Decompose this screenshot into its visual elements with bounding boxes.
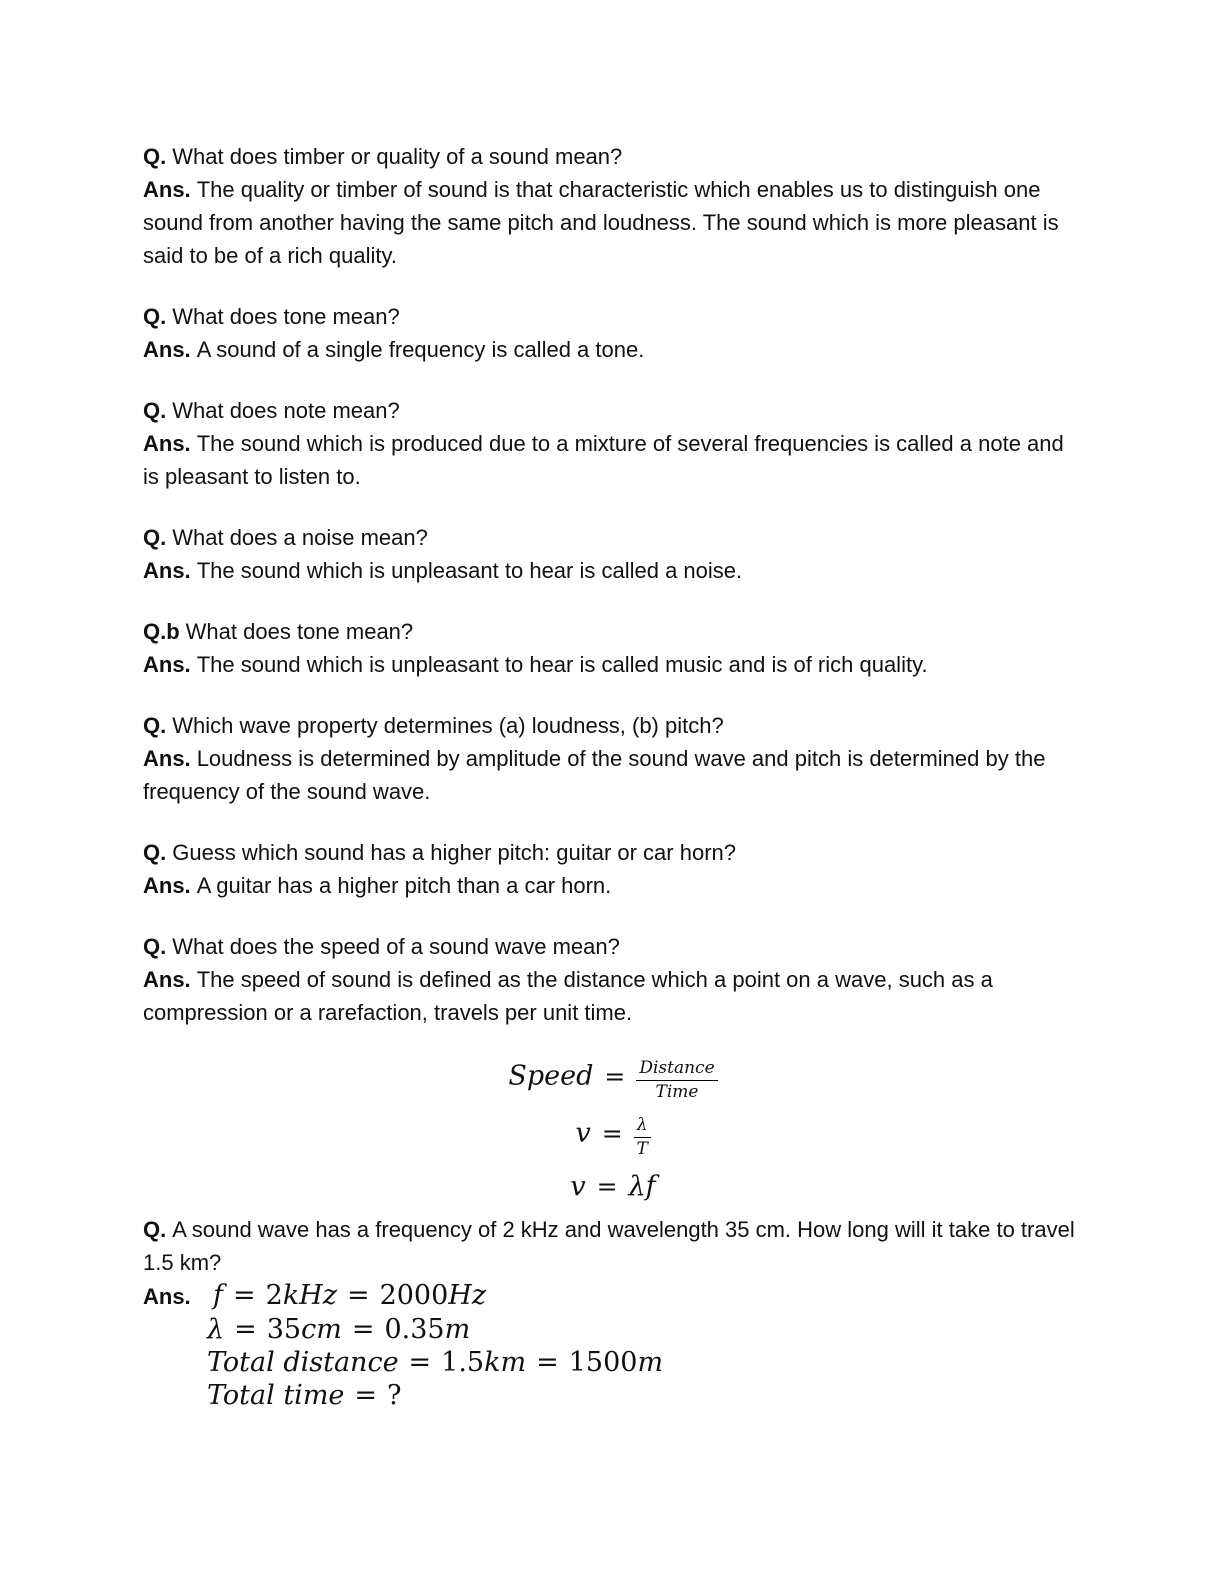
- qa-block: [143, 615, 1083, 681]
- equals-sign: =: [346, 1280, 370, 1312]
- answer-line: [143, 554, 1083, 587]
- formula-v-lambda-over-T: [143, 1114, 1083, 1160]
- formula-lhs: Speed: [508, 1060, 594, 1092]
- equals-sign: =: [354, 1380, 378, 1412]
- question-label: Q.: [143, 525, 167, 550]
- fraction-denominator: T: [636, 1139, 648, 1160]
- question-line: [143, 1213, 1083, 1279]
- math-variable: Total time: [207, 1380, 345, 1412]
- question-label: Q.: [143, 934, 167, 959]
- math-line-total-time: [207, 1379, 1083, 1412]
- math-unit: cm: [301, 1314, 342, 1346]
- question-line: [143, 300, 1083, 333]
- qa-block: [143, 140, 1083, 272]
- fraction-numerator: λ: [634, 1114, 651, 1138]
- equals-sign: =: [536, 1347, 559, 1379]
- question-label: Q.: [143, 1217, 167, 1243]
- question-text: Which wave property determines (a) loudness, (b) pitch?: [172, 713, 724, 738]
- formula-rhs: λf: [628, 1171, 656, 1203]
- fraction-distance-over-time: [636, 1057, 717, 1103]
- answer-label: Ans.: [143, 652, 191, 677]
- formula-lhs: v: [570, 1171, 586, 1203]
- answer-line: [143, 173, 1083, 272]
- fraction-lambda-over-T: [634, 1114, 651, 1160]
- qa-block: [143, 521, 1083, 587]
- question-text: A sound wave has a frequency of 2 kHz and wavelength 35 cm. How long will it take to travel 1.5 km?: [143, 1217, 1075, 1276]
- math-number: 2: [265, 1280, 283, 1312]
- question-line: [143, 709, 1083, 742]
- equals-sign: =: [233, 1280, 256, 1312]
- answer-text: A sound of a single frequency is called a tone.: [196, 337, 645, 362]
- equals-sign: =: [408, 1347, 432, 1379]
- question-text: What does the speed of a sound wave mean?: [172, 934, 620, 959]
- math-unit: m: [637, 1347, 664, 1379]
- equals-sign: =: [604, 1061, 626, 1091]
- formula-v-lambda-f: [143, 1171, 1083, 1202]
- qa-block: [143, 300, 1083, 366]
- qa-block: [143, 709, 1083, 808]
- answer-line: [143, 869, 1083, 902]
- answer-line: [143, 963, 1083, 1029]
- math-line-total-distance: [207, 1346, 1083, 1379]
- answer-text: A guitar has a higher pitch than a car horn.: [196, 873, 612, 898]
- math-variable: f: [213, 1280, 223, 1312]
- qa-block-final: [143, 1213, 1083, 1279]
- answer-line: [143, 742, 1083, 808]
- answer-label: Ans.: [143, 1284, 191, 1310]
- question-line: [143, 394, 1083, 427]
- answer-label: Ans.: [143, 177, 191, 202]
- question-label: Q.: [143, 840, 167, 865]
- answer-label: Ans.: [143, 431, 191, 456]
- math-line-frequency: [143, 1279, 1083, 1313]
- answer-label: Ans.: [143, 746, 191, 771]
- answer-label: Ans.: [143, 967, 191, 992]
- answer-text: The sound which is produced due to a mixture of several frequencies is called a note and is pleasant to listen to.: [143, 431, 1064, 489]
- question-text: What does tone mean?: [185, 619, 414, 644]
- equals-sign: =: [601, 1118, 623, 1148]
- question-line: [143, 836, 1083, 869]
- qa-block: [143, 930, 1083, 1029]
- question-text: Guess which sound has a higher pitch: guitar or car horn?: [172, 840, 736, 865]
- question-text: What does note mean?: [172, 398, 400, 423]
- formula-block: [143, 1057, 1083, 1202]
- answer-line: [143, 648, 1083, 681]
- final-answer-work: [143, 1279, 1083, 1412]
- document-page: [143, 0, 1083, 1412]
- math-unit: Hz: [448, 1280, 487, 1312]
- answer-text: The sound which is unpleasant to hear is called a noise.: [196, 558, 743, 583]
- question-label: Q.: [143, 144, 167, 169]
- qa-block: [143, 836, 1083, 902]
- answer-label: Ans.: [143, 558, 191, 583]
- formula-lhs: v: [575, 1117, 591, 1149]
- question-line: [143, 930, 1083, 963]
- answer-text: The sound which is unpleasant to hear is called music and is of rich quality.: [196, 652, 928, 677]
- question-line: [143, 521, 1083, 554]
- answer-line: [143, 333, 1083, 366]
- math-variable: Total distance: [207, 1347, 399, 1379]
- math-unit: kHz: [282, 1280, 337, 1312]
- question-line: [143, 140, 1083, 173]
- math-number: 35: [266, 1314, 302, 1346]
- math-number: 1500: [568, 1347, 638, 1379]
- equals-sign: =: [234, 1314, 257, 1346]
- question-line: [143, 615, 1083, 648]
- question-text: What does tone mean?: [172, 304, 400, 329]
- math-number: 0.35: [384, 1314, 445, 1346]
- answer-label: Ans.: [143, 337, 191, 362]
- question-text: What does a noise mean?: [172, 525, 428, 550]
- answer-text: Loudness is determined by amplitude of the sound wave and pitch is determined by the frequency of the sound wave.: [143, 746, 1046, 804]
- answer-label: Ans.: [143, 873, 191, 898]
- qa-block: [143, 394, 1083, 493]
- math-number: 1.5: [441, 1347, 485, 1379]
- fraction-numerator: Distance: [636, 1057, 717, 1081]
- math-unit: m: [444, 1314, 471, 1346]
- question-label: Q.: [143, 398, 167, 423]
- equals-sign: =: [351, 1314, 375, 1346]
- question-label: Q.b: [143, 619, 180, 644]
- math-line-wavelength: [207, 1313, 1083, 1346]
- question-text: What does timber or quality of a sound mean?: [172, 144, 623, 169]
- math-number: ?: [387, 1380, 402, 1412]
- math-unit: km: [484, 1347, 527, 1379]
- answer-text: The quality or timber of sound is that characteristic which enables us to distinguish one sound from another having the same pitch and loudness. The sound which is more pleasant is said to be of a rich quality.: [143, 177, 1059, 268]
- math-variable: λ: [207, 1314, 225, 1346]
- answer-line: [143, 427, 1083, 493]
- equals-sign: =: [596, 1172, 618, 1202]
- math-number: 2000: [379, 1280, 449, 1312]
- question-label: Q.: [143, 713, 167, 738]
- formula-speed-distance-time: [143, 1057, 1083, 1103]
- answer-text: The speed of sound is defined as the distance which a point on a wave, such as a compression or a rarefaction, travels per unit time.: [143, 967, 993, 1025]
- question-label: Q.: [143, 304, 167, 329]
- fraction-denominator: Time: [655, 1082, 699, 1103]
